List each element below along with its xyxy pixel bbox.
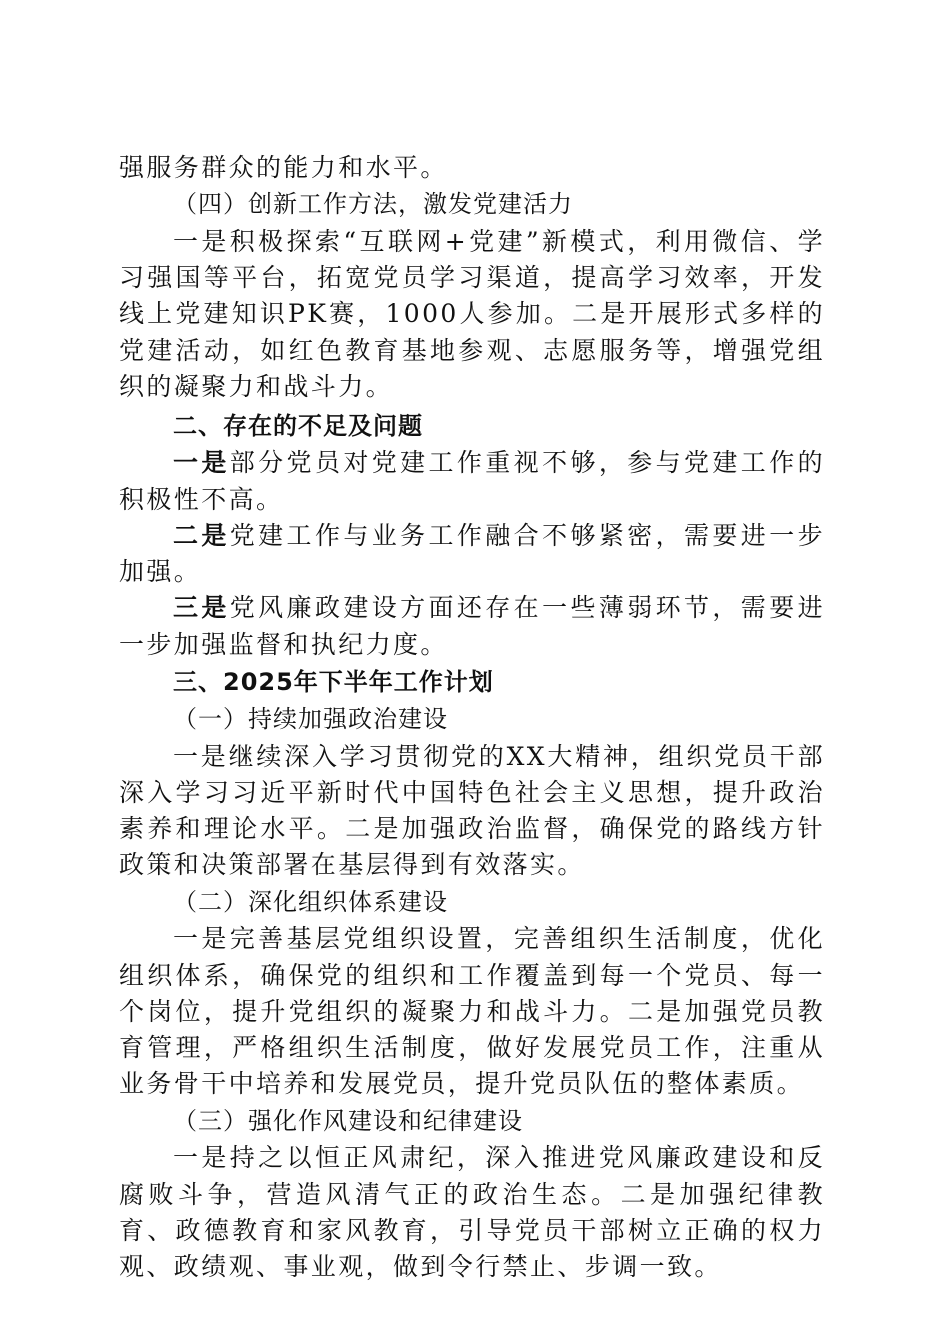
issue-2-text: 党建工作与业务工作融合不够紧密，需要进一步加强。 <box>119 520 825 587</box>
plan-3-text: 一是持之以恒正风肃纪，深入推进党风廉政建设和反腐败斗争，营造风清气正的政治生态。二是加强纪律教育、政德教育和家风教育，引导党员干部树立正确的权力观、政绩观、事业观，做到令行禁止、步调一致。 <box>119 1143 825 1282</box>
issue-2-lead: 二是 <box>173 520 230 550</box>
issue-3 <box>119 590 825 663</box>
plan-1-text: 一是继续深入学习贯彻党的XX大精神，组织党员干部深入学习习近平新时代中国特色社会主义思想，提升政治素养和理论水平。二是加强政治监督，确保党的路线方针政策和决策部署在基层得到有效落实。 <box>119 741 825 880</box>
section-heading-four: （四）创新工作方法，激发党建活力 <box>173 190 573 219</box>
issue-1-lead: 一是 <box>173 448 230 478</box>
document-body <box>119 150 825 1285</box>
plan-2-text: 一是完善基层党组织设置，完善组织生活制度，优化组织体系，确保党的组织和工作覆盖到每一个党员、每一个岗位，提升党组织的凝聚力和战斗力。二是加强党员教育管理，严格组织生活制度，做好发展党员工作，注重从业务骨干中培养和发展党员，提升党员队伍的整体素质。 <box>119 924 825 1099</box>
heading-problems: 二、存在的不足及问题 <box>173 412 423 441</box>
issue-2 <box>119 518 825 591</box>
issue-1-text: 部分党员对党建工作重视不够，参与党建工作的积极性不高。 <box>119 448 825 514</box>
plan-1-title: （一）持续加强政治建设 <box>173 705 448 734</box>
issue-1 <box>119 445 825 518</box>
issue-3-lead: 三是 <box>173 593 230 623</box>
plan-2-title: （二）深化组织体系建设 <box>173 887 448 916</box>
heading-plan: 三、2025年下半年工作计划 <box>173 668 494 697</box>
paragraph-continuation: 强服务群众的能力和水平。 <box>119 153 448 182</box>
plan-3-title: （三）强化作风建设和纪律建设 <box>173 1106 523 1135</box>
paragraph-four: 一是积极探索“互联网+党建”新模式，利用微信、学习强国等平台，拓宽党员学习渠道，提高学习效率，开发线上党建知识PK赛，1000人参加。二是开展形式多样的党建活动，如红色教育基地参观、志愿服务等，增强党组织的凝聚力和战斗力。 <box>119 226 825 401</box>
issue-3-text: 党风廉政建设方面还存在一些薄弱环节，需要进一步加强监督和执纪力度。 <box>119 593 825 659</box>
